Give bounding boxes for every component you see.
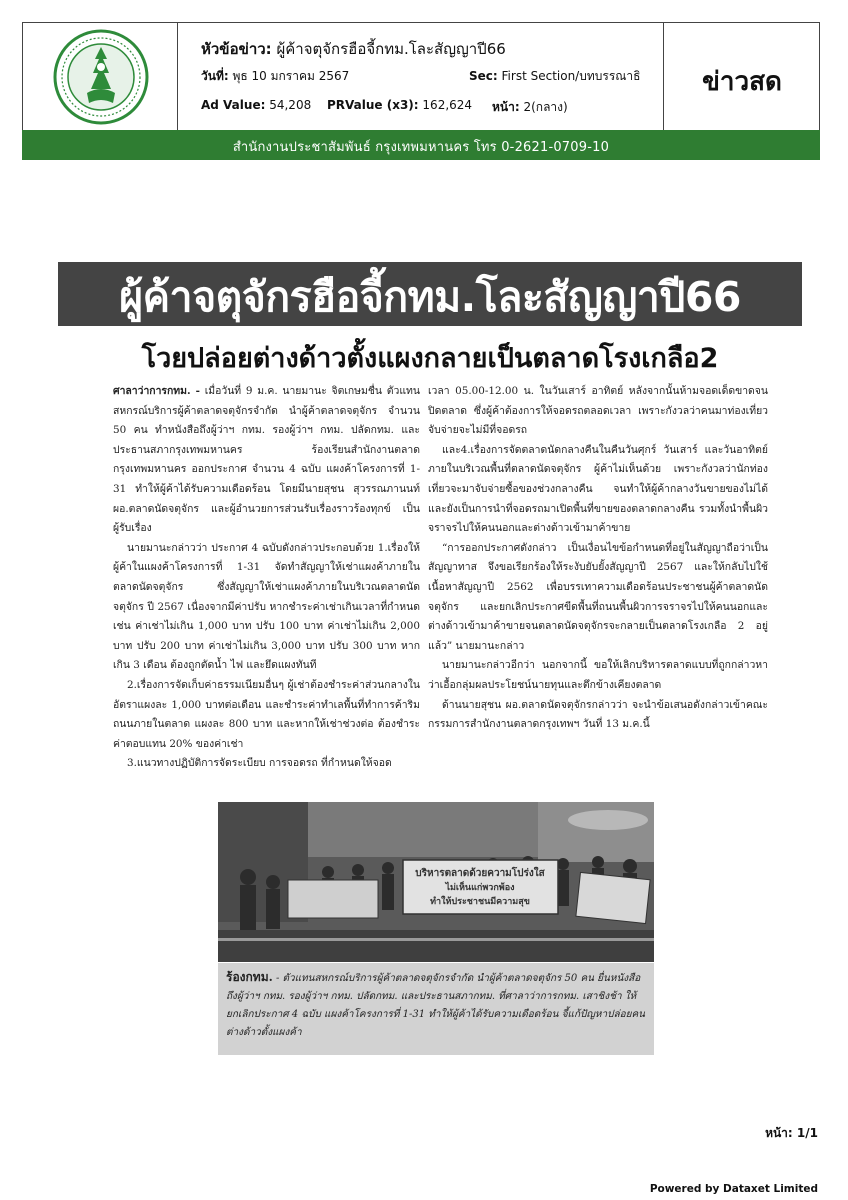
protest-photo-illustration (218, 802, 654, 962)
paragraph-text: เวลา 05.00-12.00 น. ในวันเสาร์ อาทิตย์ หลังจากนั้นห้ามจอดเด็ดขาดจนปิดตลาด ซึ่งผู้ค้าต้องการให้จอดรถตลอดเวลา เพราะกังวลว่าคนมาท่องเที่ยวจับจ่ายจะไม่มีที่จอดรถ (428, 385, 768, 437)
headline: ผู้ค้าจตุจักรฮือจี้กทม.โละสัญญาปี66 (119, 273, 741, 321)
article-paragraph (428, 382, 768, 441)
powered-by: Powered by Dataxet Limited (649, 1183, 818, 1195)
paragraph-text: เมื่อวันที่ 9 ม.ค. นายมานะ จิตเกษมชื่น ตัวแทนสหกรณ์บริการผู้ค้าตลาดจตุจักรจำกัด นำผู้ค้าตลาดจตุจักร จำนวน 50 คน ทำหนังสือถึงผู้ว่าฯ กทม. รองผู้ว่าฯ กทม. ปลัดกทม. และประธานสภากรุงเทพมหานคร ร้องเรียนสำนักงานตลาดกรุงเทพมหานคร ออกประกาศ จำนวน 4 ฉบับ แผงค้าโครงการที่ 1-31 ทำให้ผู้ค้าได้รับความเดือดร้อน โดยมีนายสุชน สุวรรณภานนท์ ผอ.ตลาดนัดจตุจักร และผู้อำนวยการส่วนรับเรื่องราวร้องทุกข์ เป็นผู้รับเรื่อง (113, 385, 421, 535)
paragraph-text: และ4.เรื่องการจัดตลาดนัดกลางคืนในคืนวันศุกร์ วันเสาร์ และวันอาทิตย์ ภายในบริเวณพื้นที่ตลาดนัดจตุจักร ผู้ค้าไม่เห็นด้วย เพราะกังวลว่านักท่องเที่ยวจะมาจับจ่ายซื้อของช่วงกลางคืน จนทำให้ผู้ค้ากลางวันขายของไม่ได้และยังเป็นการนำที่จอดรถมาเปิดพื้นที่ขายของตลาดกลางคืน รวมทั้งนำพื้นผิวจราจรไปให้คนนอกและต่างด้าวเข้ามาค้าขาย (428, 443, 768, 535)
article-column-left (113, 382, 420, 774)
paragraph-text: นายมานะกล่าวอีกว่า นอกจากนี้ ขอให้เลิกบริหารตลาดแบบที่ถูกกล่าวหาว่าเอื้อกลุ่มผลประโยชน์นายทุนและตึกข้างเคียงตลาด (428, 659, 768, 691)
pr-value-label: PRValue (x3): (327, 98, 419, 112)
page-number (765, 1124, 818, 1143)
ad-value: 54,208 (269, 98, 312, 112)
article-paragraph (428, 696, 768, 735)
paragraph-text: “การออกประกาศดังกล่าว เป็นเงื่อนไขข้อกำหนดที่อยู่ในสัญญาถือว่าเป็นสัญญาทาส จึงขอเรียกร้องให้ระงับยับยั้งสัญญาปี 2567 และให้กลับไปใช้เนื้อหาสัญญาปี 2562 เพื่อบรรเทาความเดือดร้อนประชาชนผู้ค้าตลาดนัดจตุจักร และยกเลิกประกาศขีดพื้นที่ถนนพื้นผิวการจราจรไปให้คนนอกและต่างด้าวเข้ามาค้าขายจนตลาดนัดจตุจักรจะกลายเป็นตลาดโรงเกลือ 2 อยู่แล้ว” นายมานะกล่าว (428, 541, 768, 652)
article-column-right (428, 382, 768, 735)
banner-line-1: บริหารตลาดด้วยความโปร่งใส (415, 868, 545, 879)
page-value: 2(กลาง) (523, 100, 568, 114)
pr-value-line (327, 98, 472, 112)
pr-value: 162,624 (422, 98, 473, 112)
clipping-header (22, 22, 820, 135)
page-line (492, 98, 568, 117)
news-type-cell (665, 23, 819, 134)
paragraph-text: 2.เรื่องการจัดเก็บค่าธรรมเนียมอื่นๆ ผู้เช่าต้องชำระค่าส่วนกลางในอัตราแผงละ 1,000 บาทต่อเดือน และชำระค่าทำเลพื้นที่ทำการค้าริมถนนภายในตลาด แผงละ 800 บาท และหากให้เช่าช่วงต่อ ต้องชำระค่าตอบแทน 20% ของค่าเช่า (113, 678, 420, 750)
logo-cell (23, 23, 178, 134)
page-number-value: 1/1 (796, 1126, 818, 1140)
news-photo (218, 802, 654, 962)
article-paragraph (428, 539, 768, 657)
title-value: ผู้ค้าจตุจักรฮือจี้กทม.โละสัญญาปี66 (276, 40, 506, 58)
section-value: First Section/บทบรรณาธิ (501, 69, 641, 83)
article-paragraph (113, 676, 420, 754)
dateline: ศาลาว่าการกทม. - (113, 385, 200, 397)
pr-office-strip (22, 130, 820, 160)
date-value: พุธ 10 มกราคม 2567 (232, 69, 350, 83)
date-label: วันที่: (201, 69, 229, 83)
date-line (201, 67, 349, 86)
info-cell (179, 23, 664, 134)
paragraph-text: ด้านนายสุชน ผอ.ตลาดนัดจตุจักรกล่าวว่า จะนำข้อเสนอดังกล่าวเข้าคณะกรรมการสำนักงานตลาดกรุงเทพฯ วันที่ 13 ม.ค.นี้ (428, 698, 768, 731)
news-type: ข่าวสด (702, 67, 782, 97)
caption-lead: ร้องกทม. (226, 970, 273, 984)
paragraph-text: 3.แนวทางปฏิบัติการจัดระเบียบ การจอดรถ ที่กำหนดให้จอด (127, 757, 392, 770)
article-paragraph (113, 754, 420, 774)
page-number-label: หน้า: (765, 1126, 793, 1140)
page-label: หน้า: (492, 100, 520, 114)
caption-text: - ตัวแทนสหกรณ์บริการผู้ค้าตลาดจตุจักรจำกัด นำผู้ค้าตลาดจตุจักร 50 คน ยื่นหนังสือถึงผู้ว่าฯ กทม. รองผู้ว่าฯ กทม. ปลัดกทม. และประธานสภากทม. ที่ศาลาว่าการกทม. เสาชิงช้า ให้ยกเลิกประกาศ 4 ฉบับ แผงค้าโครงการที่ 1-31 ทำให้ผู้ค้าได้รับความเดือดร้อน จี้แก้ปัญหาปล่อยคนต่างด้าวตั้งแผงค้า (226, 973, 645, 1038)
section-label: Sec: (469, 69, 498, 83)
banner-line-2: ไม่เห็นแก่พวกพ้อง (445, 883, 515, 893)
title-label: หัวข้อข่าว: (201, 40, 272, 58)
title-line (201, 37, 506, 61)
photo-caption (218, 963, 654, 1055)
banner-line-3: ทำให้ประชาชนมีความสุข (430, 897, 530, 907)
ad-value-label: Ad Value: (201, 98, 266, 112)
ad-value-line (201, 98, 311, 112)
article-paragraph (428, 441, 768, 539)
pr-office-text: สำนักงานประชาสัมพันธ์ กรุงเทพมหานคร โทร 0-2621-0709-10 (232, 140, 610, 155)
paragraph-text: นายมานะกล่าวว่า ประกาศ 4 ฉบับดังกล่าวประกอบด้วย 1.เรื่องให้ผู้ค้าในแผงค้าโครงการที่ 1-31 จัดทำสัญญาให้เช่าแผงค้าภายในตลาดนัดจตุจักร ซึ่งสัญญาให้เช่าแผงค้าภายในบริเวณตลาดนัดจตุจักร ปี 2567 เนื่องจากมีค่าปรับ หากชำระค่าเช่าเกินเวลาที่กำหนด เช่น ค่าเช่าไม่เกิน 1,000 บาท ปรับ 100 บาท ค่าเช่าไม่เกิน 2,000 บาท ปรับ 200 บาท ค่าเช่าไม่เกิน 3,000 บาท ปรับ 300 บาท หากเกิน 3 เดือน ต้องถูกตัดน้ำ ไฟ และยึดแผงทันที (113, 541, 420, 672)
article-paragraph (113, 382, 420, 539)
bangkok-emblem-icon (51, 27, 151, 127)
section-line (469, 67, 640, 86)
article-paragraph (428, 656, 768, 695)
article-paragraph (113, 539, 420, 676)
headline-box (58, 262, 802, 326)
subheadline: โวยปล่อยต่างด้าวตั้งแผงกลายเป็นตลาดโรงเกลือ2 (141, 343, 719, 374)
